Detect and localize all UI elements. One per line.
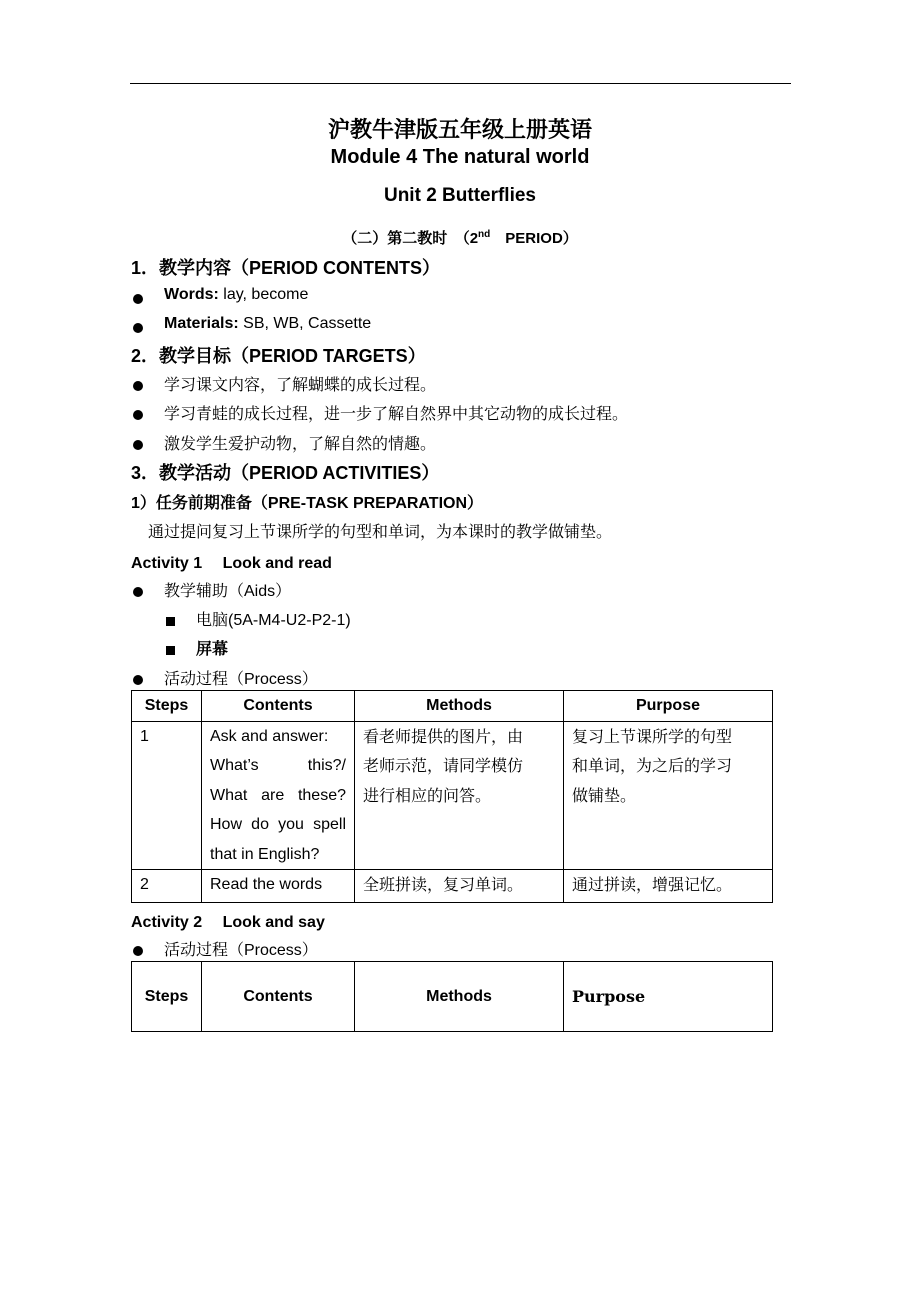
header-purpose: Purpose (564, 691, 773, 722)
bullet-icon (133, 584, 143, 602)
activity1-table (131, 690, 773, 903)
period-prefix: （二）第二教时 （2 (342, 230, 479, 247)
methods-line: 全班拼读，复习单词。 (363, 875, 524, 894)
process-label: 活动过程（Process） (164, 942, 318, 959)
process-label: 活动过程（Process） (164, 671, 318, 688)
contents-line: Read the words (210, 876, 323, 893)
aid-item: 屏幕 (196, 641, 229, 658)
words-text: lay, become (218, 286, 309, 303)
methods-cell (355, 721, 564, 870)
activity1-heading: Activity 1 Look and read (131, 555, 332, 572)
header-steps: Steps (132, 962, 202, 1032)
target-item: 激发学生爱护动物，了解自然的情趣。 (164, 434, 437, 453)
bullet-icon (133, 320, 143, 338)
methods-line: 老师示范，请同学模仿 (363, 756, 524, 775)
square-bullet-icon (166, 613, 175, 631)
document-title: 沪教牛津版五年级上册英语 (327, 117, 592, 142)
purpose-line: 复习上节课所学的句型 (572, 726, 733, 746)
contents-line: that in English? (210, 845, 320, 863)
step-cell: 2 (132, 870, 202, 903)
period-title (0, 227, 920, 248)
target-item: 学习课文内容，了解蝴蝶的成长过程。 (164, 375, 437, 394)
purpose-cell (564, 721, 773, 870)
period-superscript: nd (478, 229, 491, 240)
bullet-icon (133, 437, 143, 455)
pre-task-heading: 1）任务前期准备（PRE-TASK PREPARATION） (131, 495, 484, 512)
section2-heading: 2．教学目标（PERIOD TARGETS） (131, 346, 426, 366)
unit-title: Unit 2 Butterflies (383, 185, 537, 206)
aids-label: 教学辅助（Aids） (164, 583, 292, 600)
table-header-row (132, 691, 773, 722)
contents-line: What’s this?/ (210, 757, 346, 774)
table-row (132, 870, 773, 903)
bullet-icon (133, 291, 143, 309)
purpose-line: 做铺垫。 (572, 785, 637, 805)
activity2-heading: Activity 2 Look and say (131, 914, 325, 931)
materials-item (164, 315, 371, 333)
materials-label: Materials: (164, 315, 239, 332)
methods-line: 进行相应的问答。 (363, 785, 492, 805)
table-row (132, 721, 773, 870)
purpose-line: 通过拼读，增强记忆。 (572, 875, 733, 894)
activity2-table (131, 961, 773, 1032)
header-purpose: Purpose (564, 962, 773, 1032)
header-contents: Contents (202, 962, 355, 1032)
header-methods: Methods (355, 962, 564, 1032)
section1-heading: 1．教学内容（PERIOD CONTENTS） (131, 258, 441, 278)
bullet-icon (133, 378, 143, 396)
bullet-icon (133, 672, 143, 690)
methods-line: 看老师提供的图片，由 (363, 726, 524, 746)
aid-item: 电脑(5A-M4-U2-P2-1) (196, 612, 351, 629)
header-methods: Methods (355, 691, 564, 722)
methods-cell (355, 870, 564, 903)
contents-line: Ask and answer: (210, 727, 329, 745)
contents-cell (202, 721, 355, 870)
pre-task-intro: 通过提问复习上节课所学的句型和单词，为本课时的教学做铺垫。 (148, 522, 613, 541)
bullet-icon (133, 943, 143, 961)
table-header-row (132, 962, 773, 1032)
purpose-cell (564, 870, 773, 903)
square-bullet-icon (166, 642, 175, 660)
materials-text: SB, WB, Cassette (238, 315, 372, 332)
header-steps: Steps (132, 691, 202, 722)
bullet-icon (133, 407, 143, 425)
contents-line: How do you spell (210, 816, 346, 833)
words-label: Words: (164, 286, 219, 303)
module-title: Module 4 The natural world (330, 146, 590, 168)
contents-cell (202, 870, 355, 903)
contents-line: What are these? (210, 786, 346, 804)
words-item (164, 286, 308, 304)
header-contents: Contents (202, 691, 355, 722)
step-cell: 1 (132, 721, 202, 870)
purpose-line: 和单词，为之后的学习 (572, 756, 733, 775)
section3-heading: 3．教学活动（PERIOD ACTIVITIES） (131, 463, 440, 483)
target-item: 学习青蛙的成长过程，进一步了解自然界中其它动物的成长过程。 (164, 404, 629, 423)
period-suffix: PERIOD） (490, 230, 578, 247)
header-rule (130, 83, 791, 84)
